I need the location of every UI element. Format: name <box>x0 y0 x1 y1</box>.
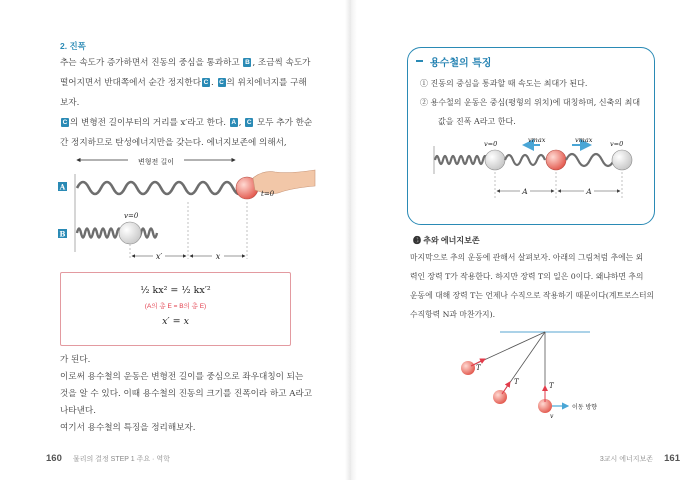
left-footer <box>46 446 176 465</box>
ball-right <box>612 150 632 170</box>
card-item-1: ① 진동의 중심을 통과할 때 속도는 최대가 된다. <box>420 79 588 88</box>
energy-equation-box <box>60 272 291 346</box>
after-text-line-3: 것을 알 수 있다. 이때 용수철의 진동의 크기를 진폭이라 하고 A라고 <box>60 389 313 399</box>
spring-right <box>566 154 614 166</box>
section-3-heading: ❸ 추와 에너지보존 <box>413 236 480 245</box>
equation-line-1: ½ kx² = ½ kx′² <box>140 285 211 296</box>
pendulum-figure <box>450 326 610 426</box>
label-v: v <box>550 413 554 420</box>
label-v0: v=0 <box>124 212 139 220</box>
label-a-right: A <box>586 187 592 196</box>
pendulum-ball-2 <box>493 390 507 404</box>
highlight-box: C <box>246 119 252 126</box>
section-3-line-4: 수직항력 N과 마찬가지). <box>410 310 496 319</box>
text-span: . <box>211 78 217 88</box>
paragraph-1-line-1 <box>60 53 340 73</box>
card-title: 용수철의 특징 <box>430 58 492 69</box>
paragraph-2-line-1 <box>60 113 340 133</box>
spring-symmetry-figure <box>432 136 642 206</box>
ball-center <box>546 150 566 170</box>
label-x-prime: x′ <box>155 252 163 261</box>
section-3-text <box>410 248 666 324</box>
label-vmax-right: vmax <box>575 136 593 144</box>
ball-left <box>485 150 505 170</box>
text-span: 의 위치에너지를 구해 <box>226 78 307 88</box>
label-a-left: A <box>522 187 528 196</box>
section-heading-amplitude: 2. 진폭 <box>60 41 86 51</box>
section-3-line-3: 운동에 대해 장력 T는 언제나 수직으로 작용하기 때문이다(계트로스터의 <box>410 291 655 300</box>
spring-amplitude-figure <box>55 152 340 267</box>
card-item-2-line-1: ② 용수철의 운동은 중심(평형의 위치)에 대칭하며, 신축의 최대 <box>420 98 641 107</box>
label-t0: t=0 <box>261 190 275 198</box>
after-text-line-2: 이로써 용수철의 운동은 변형전 길이를 중심으로 좌우대칭이 되는 <box>60 372 304 382</box>
spring-compressed <box>77 229 157 238</box>
after-text-line-5: 여기서 용수철의 특징을 정리해보자. <box>60 423 196 433</box>
spring-middle <box>505 155 545 165</box>
after-text-line-4: 나타낸다. <box>60 406 96 416</box>
after-text-line-1: 가 된다. <box>60 355 91 365</box>
right-footer <box>560 446 680 465</box>
text-span: 의 변형전 길이부터의 거리를 x′라고 한다. <box>70 118 229 128</box>
card-item-2-line-2: 값을 진폭 A라고 한다. <box>438 117 516 126</box>
label-b: B <box>59 229 66 239</box>
label-x: x <box>215 252 221 261</box>
spring-features-card <box>407 47 655 225</box>
pendulum-ball-1 <box>461 361 475 375</box>
paragraph-2-line-2: 간 정지하므로 탄성에너지만을 갖는다. 에너지보존에 의해서, <box>60 138 287 148</box>
label-t3: T <box>549 382 554 390</box>
label-vmax-left: vmax <box>528 136 546 144</box>
highlight-box: A <box>231 119 237 126</box>
page-gutter <box>345 0 357 480</box>
spring-stretched <box>77 182 257 194</box>
text-span: 추는 속도가 증가하면서 진동의 중심을 통과하고 <box>60 58 243 68</box>
spring-left <box>435 156 487 164</box>
paragraph-1-line-2 <box>60 73 340 93</box>
highlight-box: B <box>245 59 250 66</box>
section-3-line-1: 마지막으로 추의 운동에 관해서 살펴보자. 아래의 그림처럼 추에는 외 <box>410 253 644 262</box>
paragraph-1-line-3: 보자. <box>60 98 80 108</box>
section-3-line-2: 력인 장력 T가 작용한다. 하지만 장력 T의 일은 0이다. 왜냐하면 추의 <box>410 272 644 281</box>
equation-line-2: x′ = x <box>162 316 189 327</box>
paragraph-1 <box>60 53 340 113</box>
label-v0-right: v=0 <box>610 140 624 148</box>
text-span: , <box>238 118 245 128</box>
paragraph-2 <box>60 113 340 153</box>
page-number-left: 160 <box>46 453 62 464</box>
ball-b <box>119 222 141 244</box>
after-text <box>60 352 340 437</box>
equation-note: (A의 총 E = B의 총 E) <box>144 303 207 310</box>
highlight-box: C <box>203 79 209 86</box>
tension-arrow-2 <box>502 382 510 394</box>
highlight-box: C <box>219 79 224 86</box>
card-title-dash <box>416 60 423 62</box>
text-span: 떨어지면서 반대쪽에서 순간 정지한다 <box>60 78 202 88</box>
label-a: A <box>59 182 66 192</box>
page-number-right: 161 <box>664 453 680 464</box>
label-v0-left: v=0 <box>484 140 498 148</box>
footer-title-left: 물리의 결정 STEP 1 주요 · 역학 <box>72 456 170 463</box>
text-span: , 조금씩 속도가 <box>252 58 311 68</box>
label-original-length: 변형전 길이 <box>137 158 175 166</box>
label-t1: T <box>476 364 481 372</box>
label-t2: T <box>514 378 519 386</box>
footer-title-right: 3교시 에너지보존 <box>599 456 654 463</box>
label-direction: 이동 방향 <box>572 404 598 411</box>
text-span: 모두 추가 한순 <box>254 118 313 128</box>
highlight-box: C <box>62 119 68 126</box>
